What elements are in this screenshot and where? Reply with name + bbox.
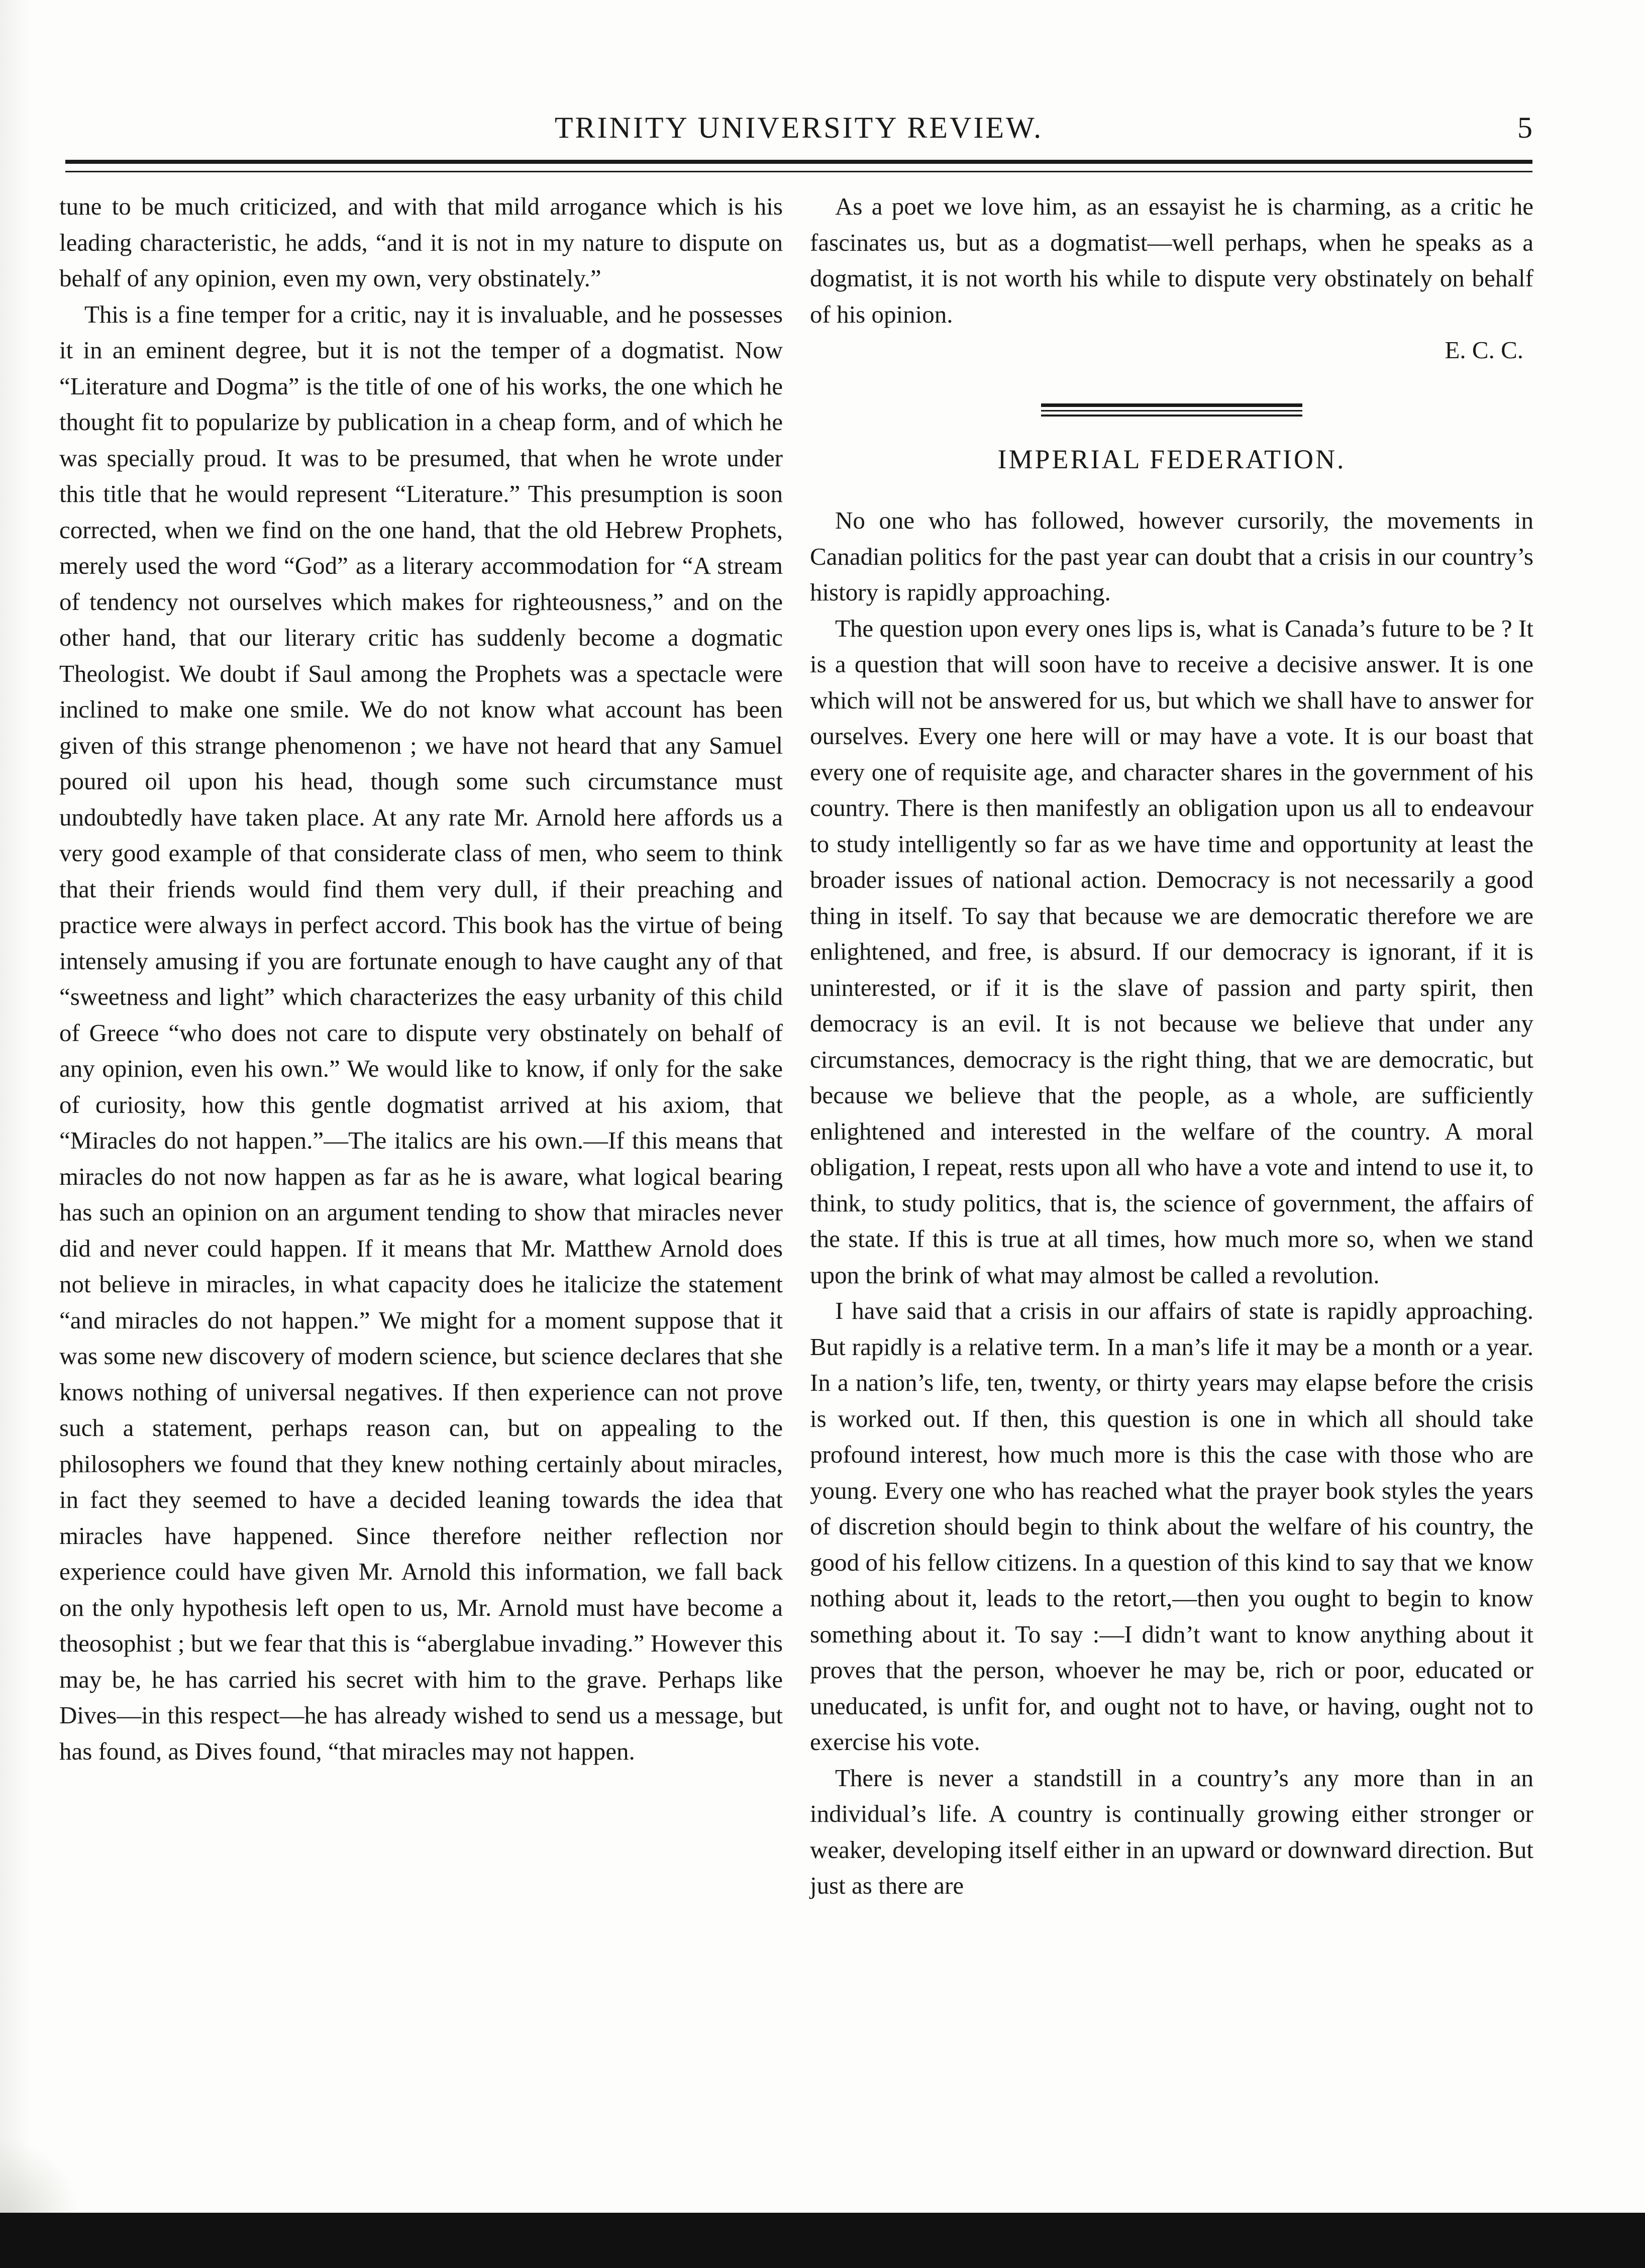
right-paragraph-3: I have said that a crisis in our affairs of state is rapidly approaching. But rapidly is a relative term. In a man’s life it may be a month or a year. In a nation’s life, ten, twenty, or thirty years may elapse before the crisis is worked out. If then, this question is one in which all should take profound interest, how much more is this the case with those who are young. Every one who has reached what the prayer book styles the years of discretion should begin to think about the welfare of his country, the good of his fellow citizens. In a question of this kind to say that we know nothing about it, leads to the retort,—then you ought to begin to know something about it. To say :—I didn’t want to know anything about it proves that the person, whoever he may be, rich or poor, educated or uneducated, is unfit for, and ought not to have, or having, ought not to exercise his vote. (810, 1297, 1533, 1756)
left-column (59, 188, 783, 1769)
page-header (65, 111, 1532, 156)
page-number: 5 (1517, 111, 1532, 144)
right-paragraph-2: The question upon every ones lips is, what is Canada’s future to be ? It is a question that will soon have to receive a decisive answer. It is one which will not be answered for us, but which we shall have to answer for ourselves. Every one here will or may have a vote. It is our boast that every one of requisite age, and character shares in the government of his country. There is then manifestly an obligation upon us all to endeavour to study intelligently so far as we have time and opportunity at least the broader issues of national action. Democracy is not necessarily a good thing in itself. To say that because we are democratic therefore we are enlightened, and free, is absurd. If our democracy is ignorant, if it is uninterested, or if it is the slave of passion and party spirit, then democracy is an evil. It is not because we believe that under any circumstances, democracy is the right thing, that we are democratic, but because we believe that the people, as a whole, are sufficiently enlightened and interested in the welfare of the country. A moral obligation, I repeat, rests upon all who have a vote and intend to use it, to think, to study politics, that is, the science of government, the affairs of the state. If this is true at all times, how much more so, when we stand upon the brink of what may almost be called a revolution. (810, 614, 1533, 1289)
author-signoff: E. C. C. (1445, 336, 1523, 364)
left-paragraph-1: tune to be much criticized, and with that mild arrogance which is his leading characteristic, he adds, “and it is not in my nature to dispute on behalf of any opinion, even my own, very obstinately.” (59, 192, 783, 292)
right-paragraph-4: There is never a standstill in a country’s any more than in an individual’s life. A country is continually growing either stronger or weaker, developing itself either in an upward or downward direction. But just as there are (810, 1764, 1533, 1899)
running-head: TRINITY UNIVERSITY REVIEW. (554, 111, 1044, 144)
page-edge-shadow (0, 0, 30, 2268)
right-paragraph-1: No one who has followed, however cursorily, the movements in Canadian politics for the past year can doubt that a crisis in our country’s history is rapidly approaching. (810, 506, 1533, 606)
article-separator-rule (1041, 403, 1302, 417)
scan-bottom-border (0, 2213, 1645, 2268)
header-rule-thick (65, 160, 1532, 164)
header-rule-thin (65, 171, 1532, 172)
left-paragraph-2: This is a fine temper for a critic, nay it is invaluable, and he possesses it in an eminent degree, but it is not the temper of a dogmatist. Now “Literature and Dogma” is the title of one of his works, the one which he thought fit to popularize by publication in a cheap form, and of which he was specially proud. It was to be presumed, that when he wrote under this title that he would represent “Literature.” This presumption is soon corrected, when we find on the one hand, that the old Hebrew Prophets, merely used the word “God” as a literary accommodation for “A stream of tendency not ourselves which makes for righteousness,” and on the other hand, that our literary critic has suddenly become a dogmatic Theologist. We doubt if Saul among the Prophets was a spectacle were inclined to make one smile. We do not know what account has been given of this strange phenomenon ; we have not heard that any Samuel poured oil upon his head, though some such circumstance must undoubtedly have taken place. At any rate Mr. Arnold here affords us a very good example of that considerate class of men, who seem to think that their friends would find them very dull, if their preaching and practice were always in perfect accord. This book has the virtue of being intensely amusing if you are fortunate enough to have caught any of that “sweetness and light” which characterizes the easy urbanity of this child of Greece “who does not care to dispute very obstinately on behalf of any opinion, even his own.” We would like to know, if only for the sake of curiosity, how this gentle dogmatist arrived at his axiom, that “Miracles do not happen.”—The italics are his own.—If this means that miracles do not now happen as far as he is aware, what logical bearing has such an opinion on an argument tending to show that miracles never did and never could happen. If it means that Mr. Matthew Arnold does not believe in miracles, in what capacity does he italicize the statement “and miracles do not happen.” We might for a moment suppose that it was some new discovery of modern science, but science declares that she knows nothing of universal negatives. If then experience can not prove such a statement, perhaps reason can, but on appealing to the philosophers we found that they knew nothing certainly about miracles, in fact they seemed to have a decided leaning towards the idea that miracles have happened. Since therefore neither reflection nor experience could have given Mr. Arnold this information, we fall back on the only hypothesis left open to us, Mr. Arnold must have become a theosophist ; but we fear that this is “aberglabue invading.” However this may be, he has carried his secret with him to the grave. Perhaps like Dives—in this respect—he has already wished to send us a message, but has found, as Dives found, “that miracles may not happen. (59, 300, 783, 1765)
previous-article-ending: As a poet we love him, as an essayist he is charming, as a critic he fascinates us, but as a dogmatist—well perhaps, when he speaks as a dogmatist, it is not worth his while to dispute very obstinately on behalf of his opinion. (810, 192, 1533, 328)
article-title: IMPERIAL FEDERATION. (997, 444, 1346, 474)
page-corner-wear (0, 2137, 80, 2218)
right-column (810, 188, 1533, 1904)
